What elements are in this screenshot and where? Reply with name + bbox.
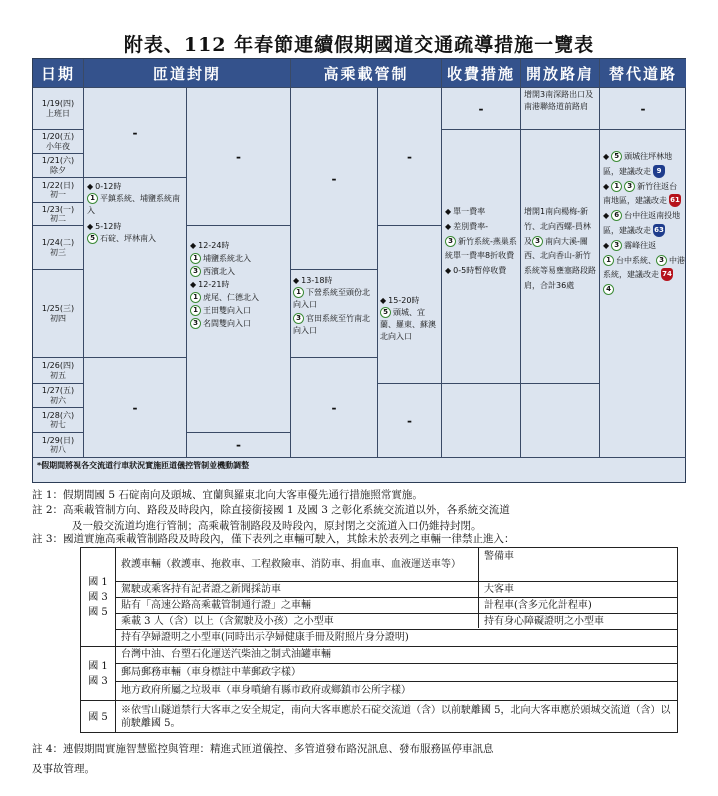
shield-61-icon: 61 [669, 194, 681, 207]
ramp-place: 西濱北入 [203, 266, 235, 276]
exempt-row: 郵局郵務車輛（車身標註中華郵政字樣） [121, 666, 301, 678]
ramp-time: ◆ 12-24時 [190, 240, 289, 253]
exempt-vehicles-table [80, 547, 678, 733]
ramp-place: 虎尾、仁德北入 [203, 292, 259, 302]
empty-cell: - [478, 101, 484, 116]
empty-cell: - [132, 125, 138, 140]
empty-cell: - [132, 400, 138, 415]
hov-place: 官田系統至竹南北向入口 [293, 314, 370, 335]
hov-control-b [380, 295, 440, 343]
page-title: 附表、112 年春節連續假期國道交通疏導措施一覽表 [123, 34, 595, 56]
freeway-3-icon: 3 [611, 240, 622, 251]
exempt-row: 台灣中油、台塑石化運送汽柴油之制式油罐車輛 [121, 649, 331, 661]
hov-time: ◆ 13-18時 [293, 275, 376, 287]
exempt-row: 貼有「高速公路高乘載管制通行證」之車輛 [121, 599, 311, 611]
toll-item: ◆ 0-5時暫停收費 [445, 264, 519, 279]
toll-item: ◆ 單一費率 [445, 205, 519, 220]
freeway-4-icon: 4 [603, 284, 614, 295]
freeway-5-icon: 5 [87, 233, 98, 244]
header-ramp-closure: 匝道封閉 [84, 59, 290, 87]
toll-item: ◆ 差別費率- [445, 220, 519, 235]
exempt-row: 大客車 [484, 583, 514, 595]
freeway-group-5: 國 5 [88, 711, 108, 723]
freeway-3-icon: 3 [656, 255, 667, 266]
empty-cell: - [407, 413, 412, 428]
freeway-1-icon: 1 [611, 181, 622, 192]
ramp-place: 石碇、坪林南入 [100, 234, 156, 243]
note-4: 註 4：連假期間實施智慧監控與管理：精進式匝道儀控、多管道發布路況訊息、發布服務區停車訊息 及事故管理。 [32, 743, 494, 775]
empty-cell: - [236, 438, 241, 452]
header-alternate-roads: 替代道路 [600, 59, 686, 87]
freeway-1-icon: 1 [190, 292, 201, 303]
toll-item-detail: 新竹系統-燕巢系統單一費率8折收費 [445, 236, 517, 261]
date-row: 1/27(五) 初六 [41, 386, 75, 405]
shoulder-open-main: 增開1南向楊梅-新竹、北向西螺-員林及 3 南向大溪-關西、北向香山-新竹系統等易壅塞路段路肩，合計36處 [524, 207, 596, 290]
exempt-row: ※依雪山隧道禁行大客車之安全規定，南向大客車應於石碇交流道（含）以前駛離國 5，北向大客車應於頭城交流道（含）以前駛離國 5。 [121, 704, 671, 729]
freeway-6-icon: 6 [611, 210, 622, 221]
ramp-time: ◆ 12-21時 [190, 279, 289, 292]
note-3: 註 3：國道實施高乘載管制路段及時段內，僅下表列之車輛可駛入，其餘未於表列之車輛一律禁止進入： [32, 533, 515, 545]
date-row: 1/26(四) 初五 [41, 361, 75, 380]
alt-item: ◆ 5 頭城往坪林地區，建議改走 9 [603, 150, 685, 180]
hov-time: ◆ 15-20時 [380, 295, 440, 307]
freeway-group-1-3: 國 1 國 3 [88, 660, 108, 687]
header-toll: 收費措施 [442, 59, 520, 87]
freeway-3-icon: 3 [445, 236, 456, 247]
freeway-1-icon: 1 [190, 253, 201, 264]
freeway-group-1-3-5: 國 1 國 3 國 5 [88, 576, 108, 618]
date-row: 1/23(一) 初二 [41, 204, 75, 223]
hov-control-a [293, 275, 376, 337]
empty-cell: - [331, 171, 337, 186]
empty-cell: - [331, 400, 337, 415]
date-row: 1/21(六) 除夕 [41, 156, 75, 175]
alt-item: ◆ 6 台中往返南投地區，建議改走 63 [603, 209, 685, 239]
alt-item: ◆ 1 3 新竹往返台南地區，建議改走 61 [603, 180, 685, 210]
freeway-5-icon: 5 [380, 307, 391, 318]
table-footnote: *假期間將視各交流道行車狀況實施匝道儀控管制並機動調整 [37, 461, 250, 470]
shield-74-icon: 74 [661, 268, 673, 281]
note-1: 註 1：假期間國 5 石碇南向及頭城、宜蘭與羅東北向大客車優先通行措施照常實施。 [32, 489, 423, 501]
ramp-closure-b [190, 240, 289, 331]
freeway-1-icon: 1 [603, 255, 614, 266]
freeway-3-icon: 3 [190, 266, 201, 277]
ramp-closure-a [87, 181, 185, 245]
date-row: 1/20(五) 小年夜 [41, 132, 75, 151]
measures-table [32, 58, 686, 483]
hov-place: 頭城、宜蘭、羅東、蘇澳北向入口 [380, 308, 436, 341]
toll-measures [445, 205, 519, 279]
date-row: 1/19(四) 上班日 [41, 99, 75, 118]
exempt-row: 駕駛或乘客持有記者證之新聞採訪車 [121, 583, 281, 595]
date-row: 1/28(六) 初七 [41, 410, 75, 429]
ramp-place: 平鎮系統、埔鹽系統南入 [87, 194, 180, 215]
note-2: 註 2：高乘載管制方向、路段及時段內，除直接銜接國 1 及國 3 之彰化系統交流道以外，各系統交流道 及一般交流道均進行管制；高乘載管制路段及時段內，原封閉之交流道入口仍維持封閉。 [32, 504, 510, 532]
alt-item: ◆ 3 霧峰往返 1 台中系統、 3 中港系統，建議改走 744 [603, 239, 685, 298]
header-shoulder: 開放路肩 [521, 59, 599, 87]
exempt-row: 警備車 [484, 551, 514, 563]
shoulder-open-top: 增開3南深路出口及南港聯絡道前路肩 [524, 90, 594, 111]
ramp-place: 埔鹽系統北入 [203, 253, 251, 263]
freeway-3-icon: 3 [624, 181, 635, 192]
exempt-row: 救護車輛（救護車、拖救車、工程救險車、消防車、捐血車、血液運送車等） [121, 559, 461, 571]
freeway-5-icon: 5 [611, 151, 622, 162]
freeway-1-icon: 1 [293, 287, 304, 298]
freeway-3-icon: 3 [532, 236, 543, 247]
header-hov-control: 高乘載管制 [291, 59, 441, 87]
empty-cell: - [236, 149, 241, 164]
freeway-3-icon: 3 [293, 313, 304, 324]
hov-place: 下營系統至頭份北向入口 [293, 288, 370, 309]
date-row: 1/25(三) 初四 [41, 304, 75, 323]
alternate-roads [603, 150, 685, 298]
exempt-row: 乘載 3 人（含）以上（含駕駛及小孩）之小型車 [121, 615, 334, 627]
date-row: 1/29(日) 初八 [41, 435, 75, 454]
freeway-1-icon: 1 [87, 193, 98, 204]
freeway-1-icon: 1 [190, 305, 201, 316]
exempt-row: 地方政府所屬之垃圾車（車身噴繪有縣市政府或鄉鎮市公所字樣） [121, 685, 411, 697]
freeway-3-icon: 3 [190, 318, 201, 329]
ramp-place: 名間雙向入口 [203, 318, 251, 328]
shield-9-icon: 9 [653, 165, 665, 178]
exempt-row: 計程車(含多元化計程車) [484, 599, 592, 611]
empty-cell: - [407, 149, 412, 164]
ramp-place: 王田雙向入口 [203, 305, 251, 315]
date-row: 1/24(二) 初三 [41, 238, 75, 257]
header-date: 日期 [33, 59, 83, 87]
date-row: 1/22(日) 初一 [41, 180, 75, 199]
exempt-row: 持有身心障礙證明之小型車 [484, 615, 604, 627]
ramp-time: ◆ 5-12時 [87, 221, 185, 233]
ramp-time: ◆ 0-12時 [87, 181, 185, 193]
shield-63-icon: 63 [653, 224, 665, 237]
exempt-row: 持有孕婦證明之小型車(同時出示孕婦健康手冊及附照片身分證明) [121, 632, 409, 644]
empty-cell: - [640, 101, 646, 116]
